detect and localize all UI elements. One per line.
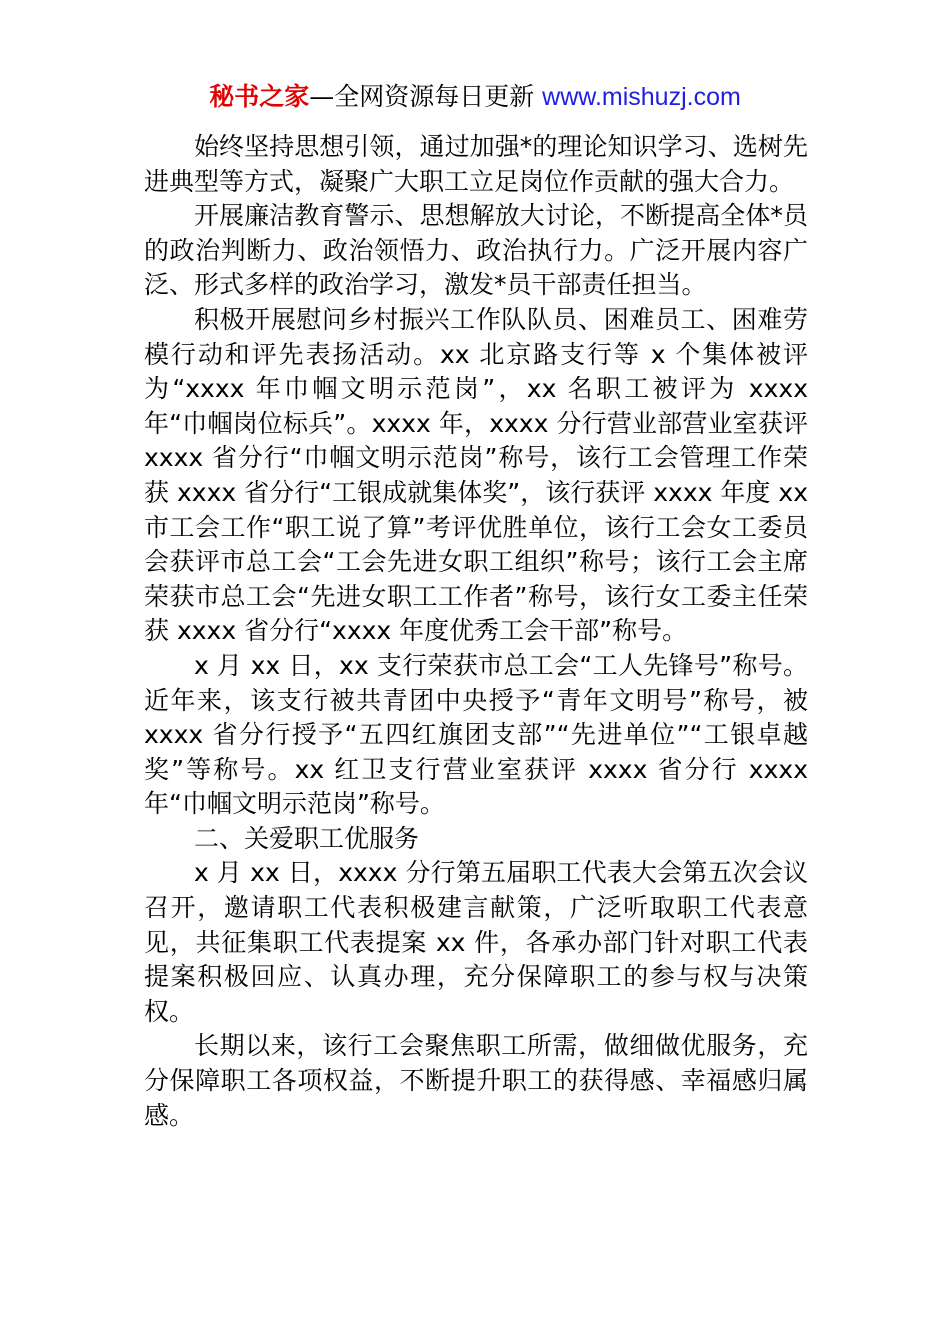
paragraph-long-term-service: 长期以来，该行工会聚焦职工所需，做细做优服务，充分保障职工各项权益，不断提升职工的获得感、幸福感归属感。 [144,1031,808,1130]
paragraph-ideology: 始终坚持思想引领，通过加强*的理论知识学习、选树先进典型等方式，凝聚广大职工立足岗位作贡献的强大合力。 [144,132,808,196]
page-header [0,80,950,114]
paragraph-honors: 积极开展慰问乡村振兴工作队队员、困难员工、困难劳模行动和评先表扬活动。xx 北京路支行等 x 个集体被评为“xxxx 年巾帼文明示范岗”，xx 名职工被评为 xxxx 年“巾帼岗位标兵”。xxxx 年，xxxx 分行营业部营业室获评 xxxx 省分行“巾帼文明示范岗”称号，该行工会管理工作荣获 xxxx 省分行“工银成就集体奖”，该行获评 xxxx 年度 xx 市工会工作“职工说了算”考评优胜单位，该行工会女工委员会获评市总工会“工会先进女职工组织”称号；该行工会主席荣获市总工会“先进女职工工作者”称号，该行女工委主任荣获 xxxx 省分行“xxxx 年度优秀工会干部”称号。 [144,304,808,646]
section-heading-care-service: 二、关爱职工优服务 [194,823,420,853]
paragraph-integrity-education: 开展廉洁教育警示、思想解放大讨论，不断提高全体*员的政治判断力、政治领悟力、政治执行力。广泛开展内容广泛、形式多样的政治学习，激发*员干部责任担当。 [144,201,808,300]
website-link[interactable]: www.mishuzj.com [542,83,741,111]
paragraph-workers-congress: x 月 xx 日，xxxx 分行第五届职工代表大会第五次会议召开，邀请职工代表积极建言献策，广泛听取职工代表意见，共征集职工代表提案 xx 件，各承办部门针对职工代表提案积极回应、认真办理，充分保障职工的参与权与决策权。 [144,858,808,1026]
brand-name: 秘书之家 [209,82,310,111]
document-body [144,130,808,1133]
header-tagline: —全网资源每日更新 [309,82,543,111]
paragraph-branch-awards: x 月 xx 日，xx 支行荣获市总工会“工人先锋号”称号。近年来，该支行被共青团中央授予“青年文明号”称号，被 xxxx 省分行授予“五四红旗团支部”“先进单位”“工银卓越奖”等称号。xx 红卫支行营业室获评 xxxx 省分行 xxxx 年“巾帼文明示范岗”称号。 [144,650,808,819]
